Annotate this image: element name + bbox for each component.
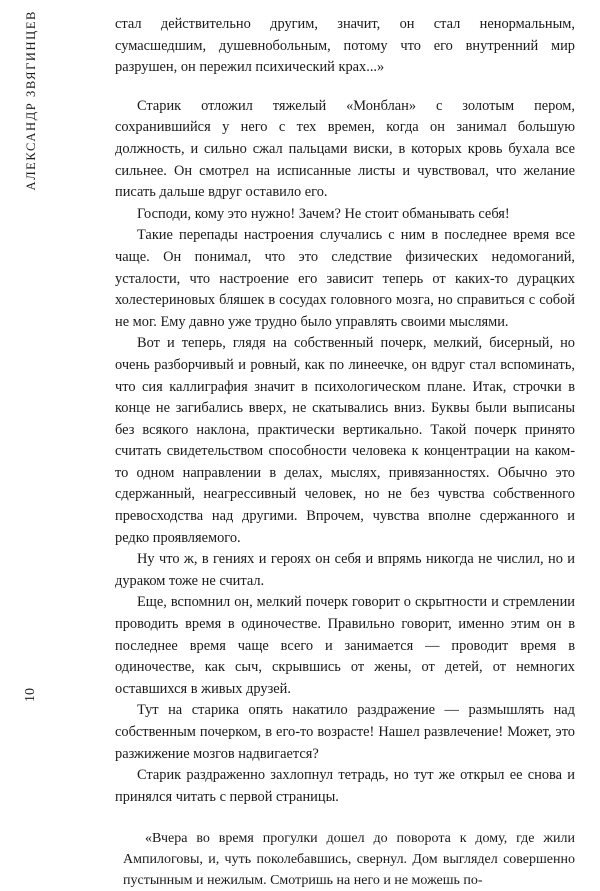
paragraph: стал действительно другим, значит, он стал ненормальным, сумасшедшим, душевнобольным, потому что его внутренний мир разрушен, он пережил психический крах...» (115, 16, 575, 76)
running-head-author (18, 10, 44, 370)
page-number-text: 10 (23, 688, 38, 702)
page-number (18, 680, 44, 710)
paragraph: Ну что ж, в гениях и героях он себя и впрямь никогда не числил, но и дураком тоже не считал. (115, 551, 575, 589)
paragraph: Старик отложил тяжелый «Монблан» с золотым пером, сохранившийся у него с тех времен, когда он занимал большую должность, и сильно сжал пальцами виски, в которых кровь бухала все сильнее. Он смотрел на исписанные листы и чувствовал, что желание писать дальше вдруг оставило его. (115, 97, 575, 201)
paragraph: Еще, вспомнил он, мелкий почерк говорит о скрытности и стремлении проводить время в одиночестве. Правильно говорит, именно этим он в последнее время чаще всего и занимается — проводит время в одиночестве, как сыч, скрывшись от жены, от детей, от немногих оставшихся в живых друзей. (115, 594, 575, 697)
quote-paragraph: «Вчера во время прогулки дошел до поворота к дому, где жили Ампилоговы, и, чуть поколебавшись, свернул. Дом выглядел совершенно пустынным и нежилым. Смотришь на него и не можешь по- (123, 831, 575, 889)
paragraph: Такие перепады настроения случались с ним в последнее время все чаще. Он понимал, что это следствие физических недомоганий, усталости, что настроение его зависит теперь от каких-то дурацких холестериновых бляшек в сосудах головного мозга, но справиться с собой не мог. Ему давно уже трудно было управлять своими мыслями. (115, 227, 575, 330)
author-name: АЛЕКСАНДР ЗВЯГИНЦЕВ (23, 10, 38, 191)
paragraph: Тут на старика опять накатило раздражение — размышлять над собственным почерком, в его-то возрасте! Нашел развлечение! Может, это разжижение мозгов надвигается? (115, 702, 575, 762)
paragraph: Вот и теперь, глядя на собственный почерк, мелкий, бисерный, но очень разборчивый и ровный, как по линеечке, он вдруг стал вспоминать, что сия каллиграфия значит в психологическом плане. Итак, строчки в конце не загибались вверх, не скатывались вниз. Буквы были выписаны без всякого наклона, практически вертикально. Такой почерк принято считать свидетельством способности человека к концентрации на каком-то одном направлении в делах, мыслях, привязанностях. Обычно это сдержанный, неагрессивный человек, но не без чувства собственного превосходства над другими. Впрочем, чувства вполне сдержанного и редко проявляемого. (115, 335, 575, 546)
body-text (115, 14, 575, 891)
paragraph: Господи, кому это нужно! Зачем? Не стоит обманывать себя! (137, 205, 510, 222)
paragraph: Старик раздраженно захлопнул тетрадь, но тут же открыл ее снова и принялся читать с первой страницы. (115, 767, 575, 805)
